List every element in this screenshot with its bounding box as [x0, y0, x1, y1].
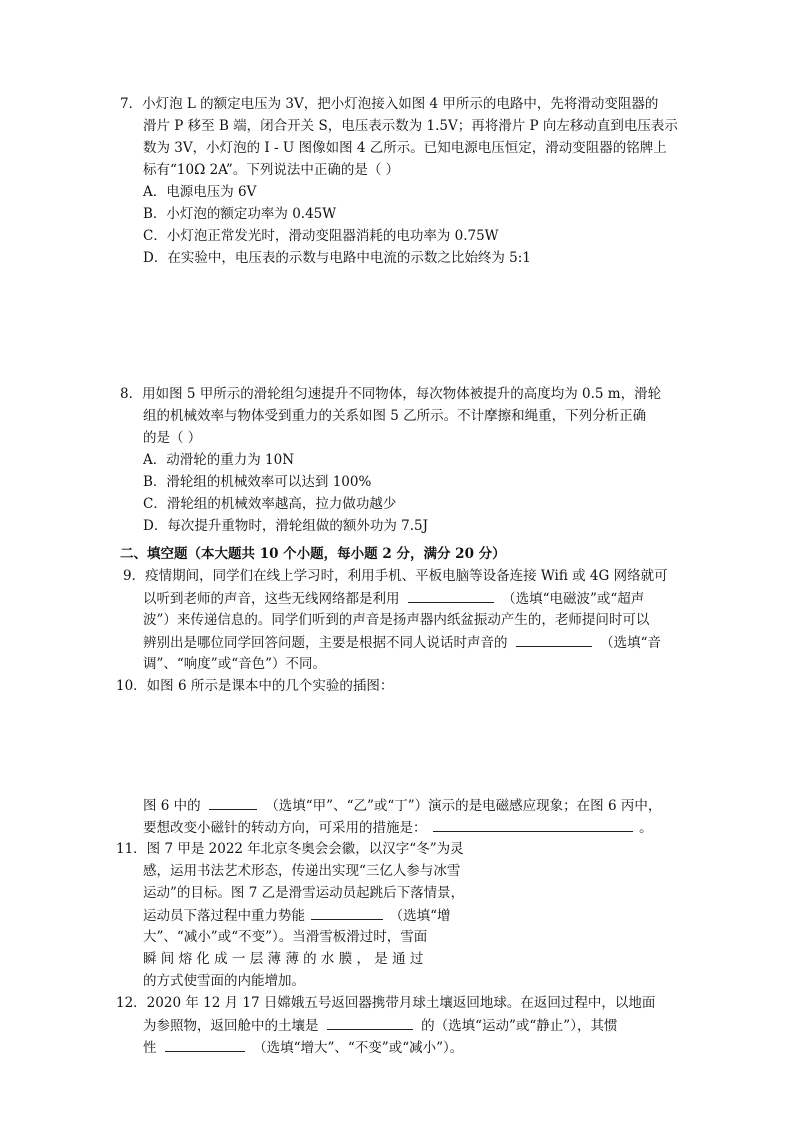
q10-answer-blank-1[interactable] [209, 794, 257, 810]
q12-answer-blank-2[interactable] [165, 1036, 245, 1052]
q8-option-d: D．每次提升重物时，滑轮组做的额外功为 7.5J [143, 518, 428, 534]
q10-line-3-text-a: 要想改变小磁针的转动方向，可采用的措施是： [143, 820, 427, 836]
q12-line-1: 12．2020 年 12 月 17 日嫦娥五号返回器携带月球土壤返回地球。在返回过程中，以地面 [116, 995, 656, 1011]
q12-line-3-text-a: 性 [143, 1040, 157, 1056]
q10-line-2-text-b: （选填“甲”、“乙”或“丁”）演示的是电磁感应现象；在图 6 丙中， [265, 798, 662, 814]
q8-option-c: C．滑轮组的机械效率越高，拉力做功越少 [143, 496, 397, 512]
q12-line-2-text-a: 为参照物，返回舱中的土壤是 [143, 1018, 319, 1034]
q10-line-2 [143, 794, 661, 817]
q8-option-b: B．滑轮组的机械效率可以达到 100% [143, 474, 372, 490]
q11-line-2: 感，运用书法艺术形态，传递出实现“三亿人参与冰雪 [143, 863, 461, 879]
q12-line-3-text-b: （选填“增大”、“不变”或“减小”）。 [253, 1040, 464, 1056]
q9-line-2-text-b: （选填“电磁波”或“超声 [502, 591, 645, 607]
q10-line-3-text-b: 。 [639, 820, 653, 836]
q9-line-4-text-a: 辨别出是哪位同学回答问题，主要是根据不同人说话时声音的 [143, 635, 508, 651]
q7-option-c: C．小灯泡正常发光时，滑动变阻器消耗的电功率为 0.75W [143, 228, 499, 244]
q12-answer-blank-1[interactable] [327, 1014, 413, 1030]
q10-line-1: 10．如图 6 所示是课本中的几个实验的插图： [116, 678, 394, 694]
q7-line-1: 7．小灯泡 L 的额定电压为 3V，把小灯泡接入如图 4 甲所示的电路中，先将滑动变阻器的 [120, 96, 659, 112]
q10-answer-blank-2[interactable] [433, 816, 633, 832]
q9-line-3: 波”）来传递信息的。同学们听到的声音是扬声器内纸盆振动产生的，老师提问时可以 [143, 612, 650, 628]
q11-line-4-text-b: （选填“增 [389, 908, 451, 924]
q10-line-2-text-a: 图 6 中的 [143, 798, 201, 814]
q10-line-3 [143, 816, 653, 839]
section-heading-fill-in: 二、填空题（本大题共 10 个小题，每小题 2 分，满分 20 分） [120, 546, 506, 562]
q9-line-4 [143, 631, 661, 654]
q9-line-2 [143, 587, 644, 610]
q8-line-1: 8．用如图 5 甲所示的滑轮组匀速提升不同物体，每次物体被提升的高度均为 0.5 m，滑轮 [120, 386, 662, 402]
q11-line-4-text-a: 运动员下落过程中重力势能 [143, 908, 305, 924]
q9-line-1: 9．疫情期间，同学们在线上学习时，利用手机、平板电脑等设备连接 Wifi 或 4G 网络就可 [123, 568, 668, 584]
q12-line-2 [143, 1014, 617, 1037]
q7-line-4: 标有“10Ω 2A”。下列说法中正确的是（ ） [143, 162, 400, 178]
q12-line-2-text-b: 的（选填“运动”或“静止”），其惯 [421, 1018, 618, 1034]
q7-option-b: B．小灯泡的额定功率为 0.45W [143, 206, 337, 222]
q9-line-5: 调”、“响度”或“音色”）不同。 [143, 656, 327, 672]
q9-line-2-text-a: 以听到老师的声音，这些无线网络都是利用 [143, 591, 400, 607]
q11-line-7: 的方式使雪面的内能增加。 [143, 973, 305, 989]
q9-line-4-text-b: （选填“音 [600, 635, 661, 651]
q8-line-3: 的是（ ） [143, 430, 202, 446]
q11-line-4 [143, 904, 451, 927]
q8-option-a: A．动滑轮的重力为 10N [143, 452, 295, 468]
q12-line-3 [143, 1036, 463, 1059]
q11-answer-blank-1[interactable] [311, 904, 383, 920]
q7-option-a: A．电源电压为 6V [143, 184, 257, 200]
q7-option-d: D．在实验中，电压表的示数与电路中电流的示数之比始终为 5:1 [143, 250, 531, 266]
q11-line-3: 运动”的目标。图 7 乙是滑雪运动员起跳后下落情景， [143, 885, 465, 901]
q11-line-6: 瞬 间 熔 化 成 一 层 薄 薄 的 水 膜 ， 是 通 过 [143, 951, 424, 967]
q11-line-1: 11．图 7 甲是 2022 年北京冬奥会会徽，以汉字“冬”为灵 [116, 841, 464, 857]
q11-line-5: 大”、“减小”或“不变”）。当滑雪板滑过时，雪面 [143, 929, 428, 945]
q7-line-3: 数为 3V，小灯泡的 I - U 图像如图 4 乙所示。已知电源电压恒定，滑动变阻器的铭牌上 [143, 140, 667, 156]
q9-answer-blank-2[interactable] [516, 631, 592, 647]
q8-line-2: 组的机械效率与物体受到重力的关系如图 5 乙所示。不计摩擦和绳重，下列分析正确 [143, 408, 647, 424]
q9-answer-blank-1[interactable] [408, 587, 494, 603]
q7-line-2: 滑片 P 移至 B 端，闭合开关 S，电压表示数为 1.5V；再将滑片 P 向左移动直到电压表示 [143, 118, 678, 134]
